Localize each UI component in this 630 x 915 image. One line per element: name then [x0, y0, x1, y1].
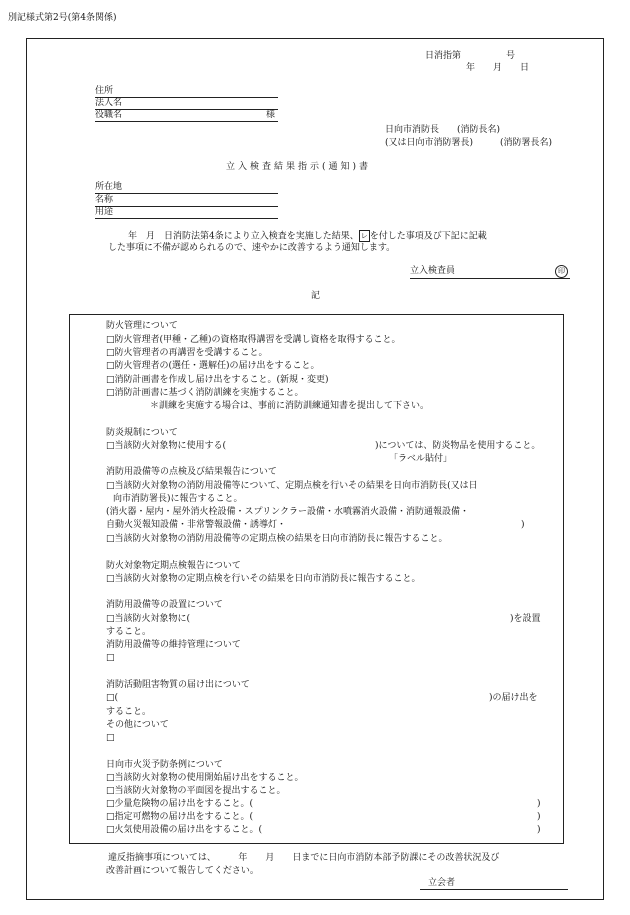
flame-prevention-heading: 防炎規制について: [106, 428, 178, 438]
item-checkbox: □: [106, 653, 115, 663]
doc-number: 日消指第 号: [425, 51, 516, 61]
usage-line: [95, 218, 278, 219]
item-text: □当該防火対象物の定期点検を行いその結果を日向市消防長に報告すること。: [106, 574, 421, 584]
item-text: □(: [106, 693, 119, 703]
check-mark-box: レ: [360, 232, 368, 240]
footer-line-1: 違反指摘事項については、 年 月 日までに日向市消防本部予防課にその改善状況及び: [108, 853, 500, 863]
item-text: □消防計画書に基づく消防訓練を実施すること。: [106, 388, 304, 398]
equipment-maintenance-heading: 消防用設備等の維持管理について: [106, 640, 241, 650]
address-line: [95, 97, 278, 98]
address-label: 住所: [95, 86, 114, 96]
item-text: ): [537, 812, 541, 822]
sender-line-2: (又は日向市消防署長) (消防署長名): [385, 138, 553, 148]
item-text: ): [521, 520, 525, 530]
sender-line-1: 日向市消防長 (消防長名): [385, 125, 501, 135]
fire-ordinance-heading: 日向市火災予防条例について: [106, 760, 223, 770]
name-label: 名称: [95, 195, 114, 205]
item-text: □消防計画書を作成し届け出をすること。(新規・変更): [106, 375, 329, 385]
other-heading: その他について: [106, 720, 169, 730]
item-text: 「ラベル貼付」: [389, 454, 453, 464]
item-text: □当該防火対象物の消防用設備等の定期点検の結果を日向市消防長に報告すること。: [106, 534, 448, 544]
company-label: 法人名: [95, 98, 123, 108]
intro-text-a: 年 月 日消防法第4条により立入検査を実施した結果、: [128, 231, 359, 242]
item-text: (消火器・屋内・屋外消火栓設備・スプリンクラー設備・水噴霧消火設備・消防通報設備・: [106, 507, 469, 517]
intro-line-1: [128, 230, 487, 242]
inspector-seal: 印: [555, 265, 568, 278]
item-text: すること。: [106, 627, 152, 637]
periodic-inspection-heading: 防火対象物定期点検報告について: [106, 561, 241, 571]
witness-line: [420, 889, 568, 890]
item-text: ): [537, 799, 541, 809]
item-text: □当該防火対象物の消防用設備等について、定期点検を行いその結果を日向市消防長(又は日: [106, 481, 478, 491]
item-text: )の届け出を: [489, 693, 538, 703]
item-text: □防火管理者の(選任・選解任)の届け出をすること。: [106, 361, 320, 371]
item-text: □当該防火対象物の使用開始届け出をすること。: [106, 773, 304, 783]
item-text: )については、防炎物品を使用すること。: [375, 441, 541, 451]
name-line: [95, 206, 278, 207]
item-text: □防火管理者(甲種・乙種)の資格取得講習を受講し資格を取得すること。: [106, 335, 401, 345]
item-text: □指定可燃物の届け出をすること。(: [106, 812, 254, 822]
item-text: □火気使用設備の届け出をすること。(: [106, 825, 263, 835]
item-text: □少量危険物の届け出をすること。(: [106, 799, 254, 809]
witness-label: 立会者: [428, 878, 456, 888]
location-line: [95, 193, 278, 194]
item-text: □当該防火対象物に(: [106, 614, 191, 624]
company-line: [95, 109, 278, 110]
inspector-line: [410, 278, 570, 279]
item-text: □当該防火対象物に使用する(: [106, 441, 227, 451]
usage-label: 用途: [95, 207, 114, 217]
title-line: [95, 121, 278, 122]
item-checkbox: □: [106, 733, 115, 743]
intro-line-2: した事項に不備が認められるので、速やかに改善するよう通知します。: [108, 243, 396, 253]
document-title: 立入検査結果指示(通知)書: [226, 162, 372, 172]
equipment-installation-heading: 消防用設備等の設置について: [106, 600, 223, 610]
ki-heading: 記: [311, 291, 321, 301]
title-label: 役職名: [95, 110, 123, 120]
item-text: ): [537, 825, 541, 835]
footer-line-2: 改善計画について報告してください。: [106, 866, 259, 876]
intro-text-b: を付した事項及び下記に記載: [369, 231, 487, 242]
item-text: □当該防火対象物の平面図を提出すること。: [106, 786, 286, 796]
form-title: 別記様式第2号(第4条関係): [8, 13, 117, 23]
fire-management-heading: 防火管理について: [106, 321, 178, 331]
obstructive-material-heading: 消防活動阻害物質の届け出について: [106, 680, 250, 690]
doc-date: 年 月 日: [466, 63, 530, 73]
item-text: 自動火災報知設備・非常警報設備・誘導灯・: [106, 520, 287, 530]
honorific: 様: [266, 110, 276, 120]
item-note: ＊訓練を実施する場合は、事前に消防訓練通知書を提出して下さい。: [150, 401, 430, 411]
item-text: すること。: [106, 707, 152, 717]
equipment-inspection-heading: 消防用設備等の点検及び結果報告について: [106, 467, 277, 477]
item-text: □防火管理者の再講習を受講すること。: [106, 348, 268, 358]
item-text: 向市消防署長)に報告すること。: [113, 494, 243, 504]
location-label: 所在地: [95, 182, 123, 192]
item-text: )を設置: [510, 614, 541, 624]
inspector-label: 立入検査員: [410, 266, 456, 276]
